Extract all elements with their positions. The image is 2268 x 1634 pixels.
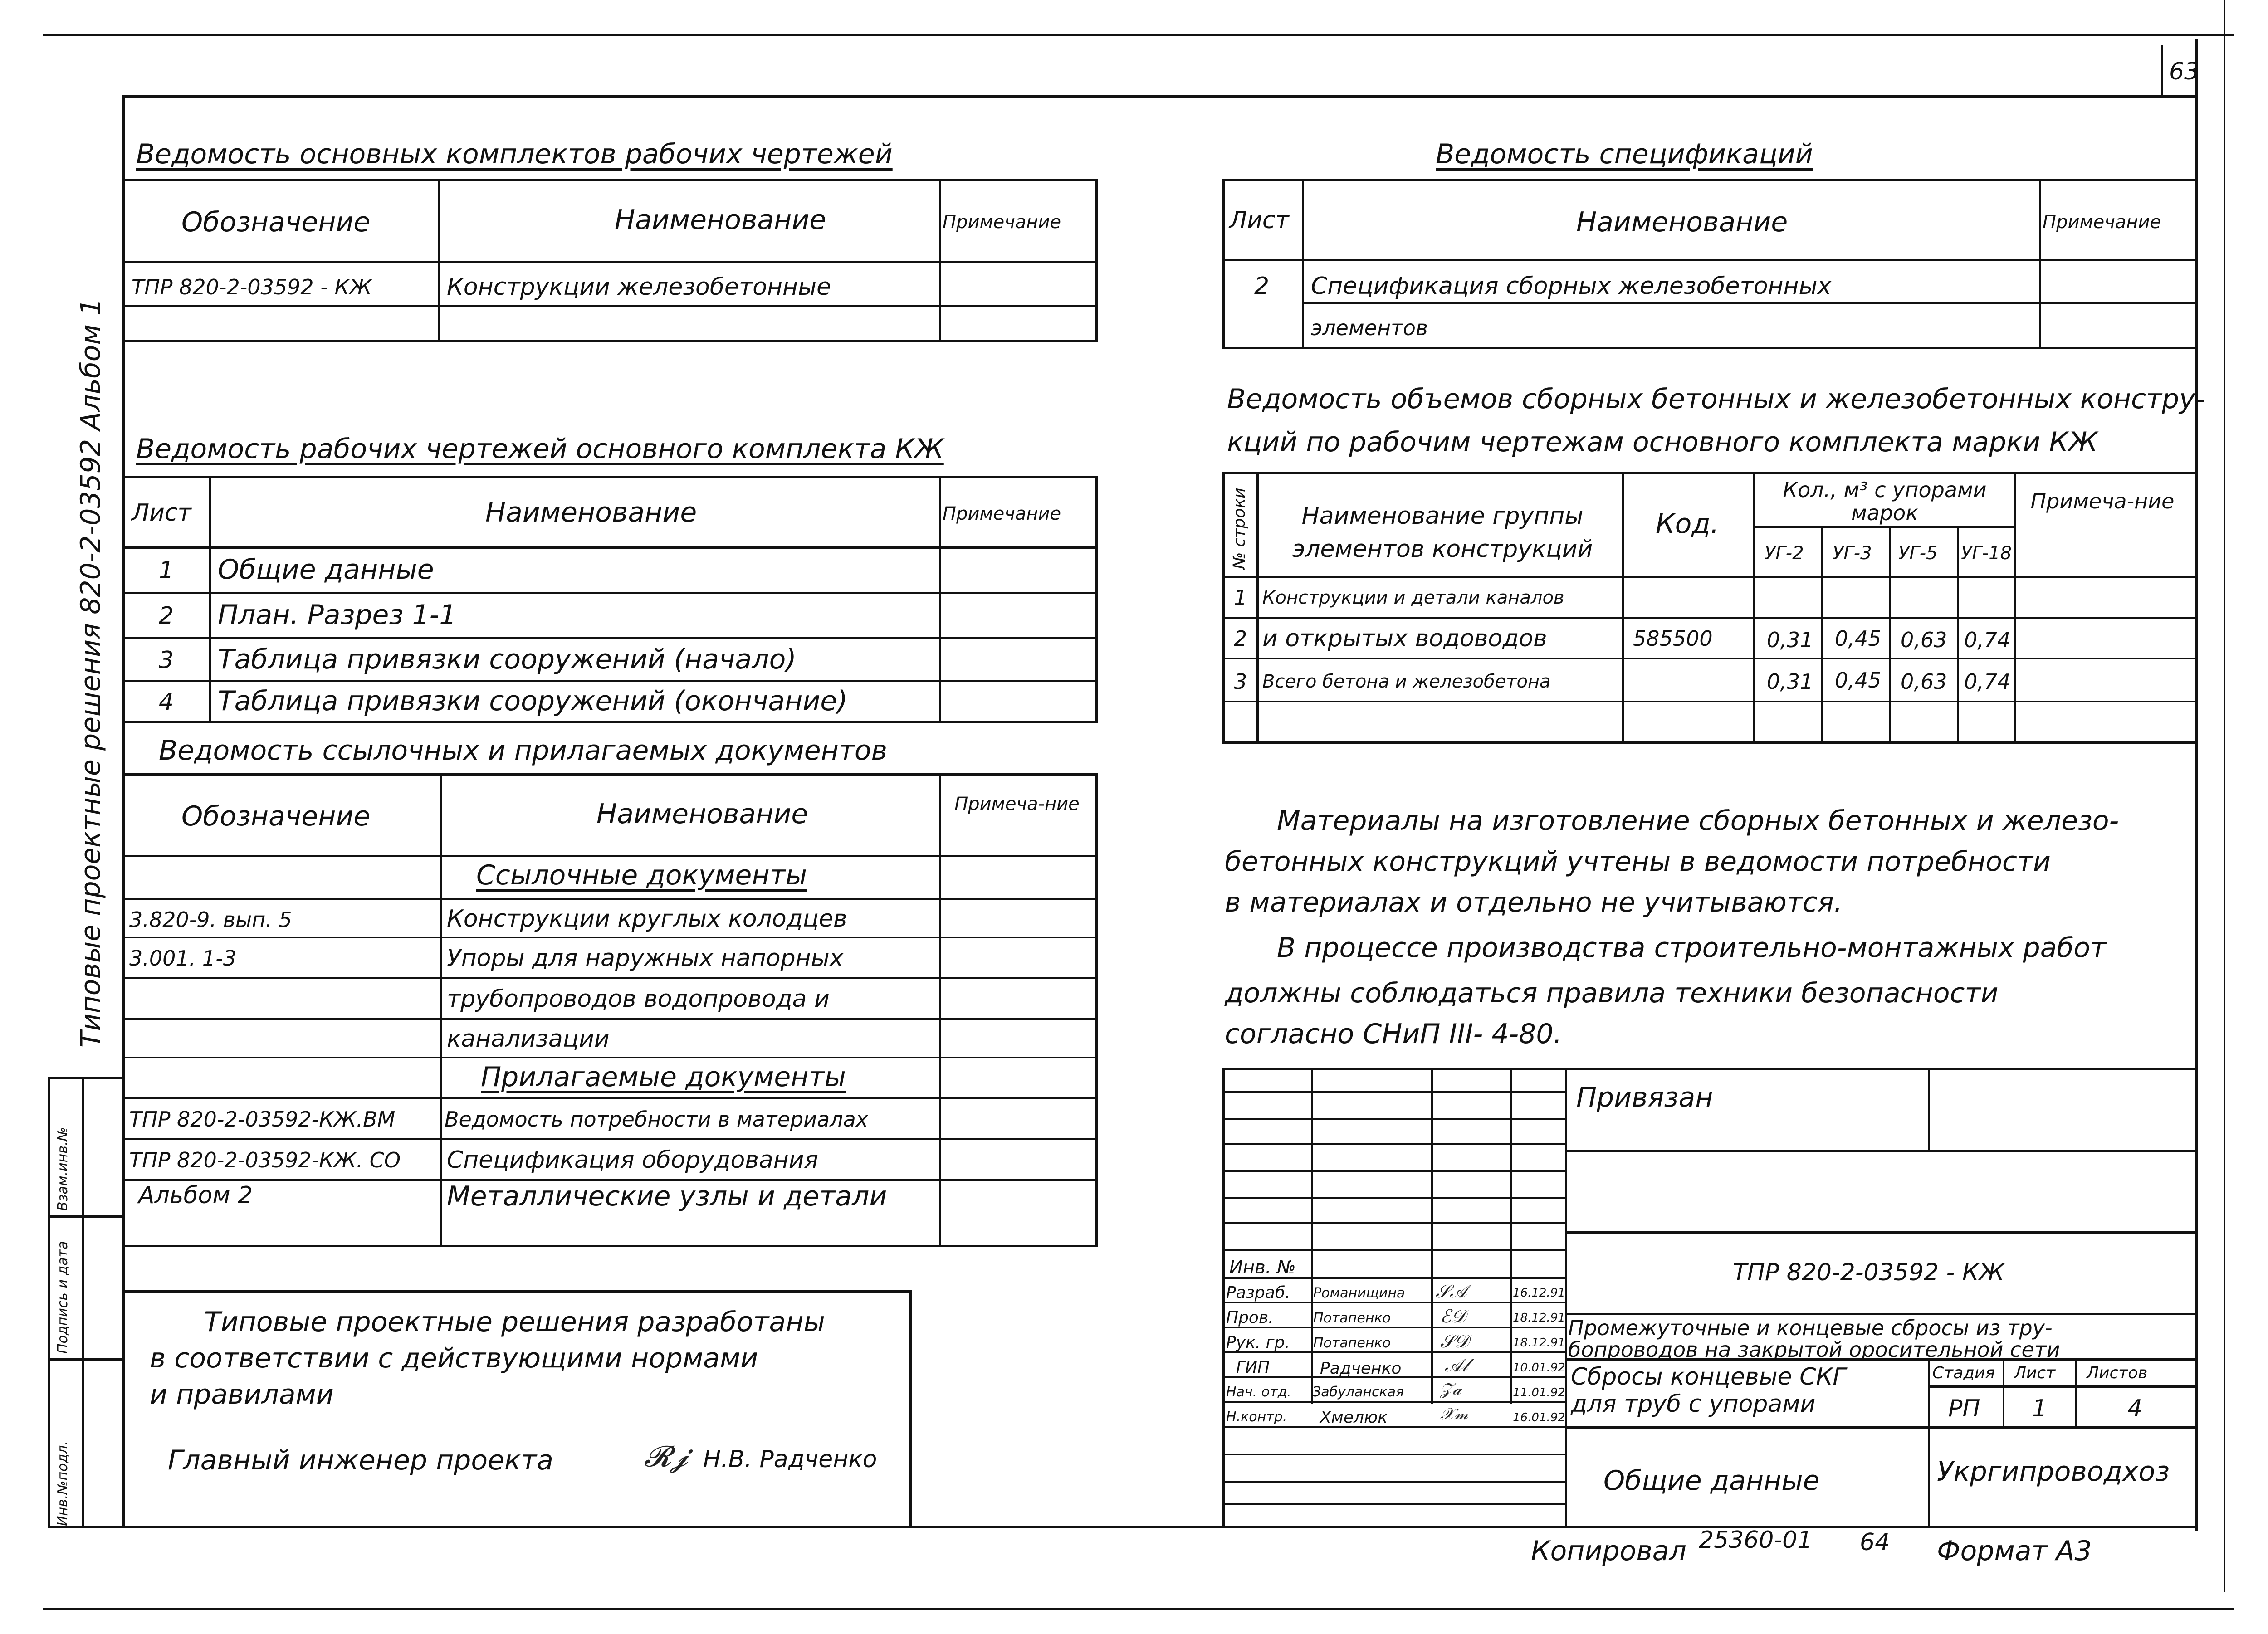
statement-line-1: Типовые проектные решения разработаны bbox=[204, 1306, 825, 1338]
chief-engineer-label: Главный инженер проекта bbox=[168, 1444, 553, 1476]
volumes-title-2: кций по рабочим чертежам основного комплекта марки КЖ bbox=[1227, 426, 2098, 458]
specs-row-1-n: 2 bbox=[1254, 273, 1270, 300]
kzh-row-2-n: 2 bbox=[159, 602, 174, 629]
basic-sets-h-name: Наименование bbox=[615, 204, 826, 236]
volumes-table bbox=[1222, 472, 2198, 744]
top-edge-line bbox=[43, 34, 2234, 36]
volumes-mark-4: УГ-18 bbox=[1961, 543, 2012, 564]
volumes-title-1: Ведомость объемов сборных бетонных и железобетонных констру- bbox=[1227, 383, 2205, 415]
kzh-row-4-name: Таблица привязки сооружений (окончание) bbox=[218, 685, 848, 717]
basic-sets-row-name: Конструкции железобетонные bbox=[447, 273, 831, 301]
volumes-mark-1: УГ-2 bbox=[1765, 543, 1804, 564]
tb-name-1: Романищина bbox=[1313, 1285, 1405, 1301]
tb-inv: Инв. № bbox=[1229, 1257, 1296, 1278]
kzh-h-sheet: Лист bbox=[132, 499, 191, 527]
footer-copied: Копировал bbox=[1531, 1535, 1686, 1567]
specs-h-note: Примечание bbox=[2043, 212, 2161, 233]
refdocs-table bbox=[122, 773, 1098, 1247]
specs-row-1-name-2: элементов bbox=[1311, 316, 1428, 340]
frame-top bbox=[122, 95, 2198, 98]
tb-sig-1: 𝒮𝒜 bbox=[1436, 1281, 1467, 1302]
chief-engineer-name: Н.В. Радченко bbox=[703, 1446, 877, 1473]
kzh-title: Ведомость рабочих чертежей основного комплекта КЖ bbox=[136, 433, 944, 465]
kzh-row-1-n: 1 bbox=[159, 557, 174, 584]
page-number: 63 bbox=[2169, 58, 2200, 85]
volumes-h-vol: Кол., м³ с упорами марок bbox=[1783, 478, 1987, 525]
tb-role-1: Разраб. bbox=[1226, 1283, 1290, 1302]
tb-stage: РП bbox=[1948, 1395, 1980, 1422]
volumes-row-2-v2: 0,45 bbox=[1835, 626, 1882, 651]
footer-format: Формат А3 bbox=[1937, 1535, 2092, 1567]
tb-sig-2: ℰ𝒟 bbox=[1440, 1306, 1466, 1327]
note-2-line-3: согласно СНиП III- 4-80. bbox=[1225, 1018, 1562, 1050]
refdocs-h-note: Примеча-ние bbox=[954, 794, 1080, 815]
chief-signature: 𝓡𝓳 bbox=[644, 1440, 689, 1473]
tb-name-2: Потапенко bbox=[1313, 1310, 1391, 1326]
kzh-row-3-name: Таблица привязки сооружений (начало) bbox=[218, 644, 797, 675]
tb-role-5: Нач. отд. bbox=[1226, 1384, 1291, 1400]
basic-sets-h-code: Обозначение bbox=[181, 206, 371, 238]
refdocs-section-att: Прилагаемые документы bbox=[481, 1061, 846, 1093]
outer-right-edge bbox=[2224, 0, 2225, 1592]
tb-stage-h: Стадия bbox=[1932, 1364, 1995, 1382]
specs-title: Ведомость спецификаций bbox=[1436, 138, 1813, 170]
footer-number: 25360-01 bbox=[1699, 1527, 1813, 1554]
tb-sig-4: 𝒜𝓁 bbox=[1445, 1355, 1468, 1376]
kzh-row-3-n: 3 bbox=[159, 647, 174, 674]
refdocs-att-1-name: Ведомость потребности в материалах bbox=[445, 1107, 868, 1132]
tb-date-2: 18.12.91 bbox=[1513, 1311, 1565, 1325]
volumes-h-note: Примеча-ние bbox=[2030, 489, 2175, 513]
refdocs-att-1-code: ТПР 820-2-03592-КЖ.ВМ bbox=[129, 1107, 396, 1132]
refdocs-ref-4-name: канализации bbox=[447, 1025, 610, 1053]
refdocs-ref-2-name: Упоры для наружных напорных bbox=[447, 945, 844, 972]
specs-h-name: Наименование bbox=[1576, 206, 1788, 238]
tb-name-4: Радченко bbox=[1320, 1359, 1402, 1378]
tb-org: Укргипроводхоз bbox=[1937, 1456, 2170, 1488]
note-1-line-1: Материалы на изготовление сборных бетонных и железо- bbox=[1277, 805, 2119, 837]
stamp-vzam-inv: Взам.инв.№ bbox=[55, 1127, 71, 1211]
tb-project-1: Промежуточные и концевые сбросы из тру- bbox=[1568, 1316, 2053, 1340]
kzh-row-1-name: Общие данные bbox=[218, 554, 434, 585]
tb-date-3: 18.12.91 bbox=[1513, 1336, 1565, 1350]
kzh-table bbox=[122, 476, 1098, 723]
statement-box bbox=[122, 1290, 912, 1528]
refdocs-att-3-name: Металлические узлы и детали bbox=[447, 1180, 887, 1212]
tb-sheet-title-1: Сбросы концевые СКГ bbox=[1571, 1363, 1846, 1390]
kzh-h-note: Примечание bbox=[943, 503, 1061, 524]
volumes-row-2-v1: 0,31 bbox=[1767, 628, 1813, 652]
kzh-h-name: Наименование bbox=[485, 497, 697, 528]
basic-sets-title: Ведомость основных комплектов рабочих чертежей bbox=[136, 138, 893, 170]
left-stamp-strip bbox=[48, 1077, 125, 1528]
basic-sets-table bbox=[122, 179, 1098, 342]
tb-date-6: 16.01.92 bbox=[1513, 1411, 1565, 1424]
title-block bbox=[1222, 1068, 2198, 1528]
stamp-sign-date: Подпись и дата bbox=[55, 1241, 71, 1354]
basic-sets-row-code: ТПР 820-2-03592 - КЖ bbox=[132, 275, 372, 299]
tb-role-2: Пров. bbox=[1226, 1308, 1274, 1327]
tb-sig-6: 𝒳𝓂 bbox=[1440, 1405, 1468, 1424]
refdocs-h-name: Наименование bbox=[596, 798, 808, 830]
basic-sets-h-note: Примечание bbox=[943, 212, 1061, 233]
tb-sheet-title-2: для труб с упорами bbox=[1571, 1390, 1816, 1418]
margin-title: Типовые проектные решения 820-2-03592 Альбом 1 bbox=[75, 298, 107, 1048]
volumes-h-row: № строки bbox=[1230, 488, 1249, 569]
statement-line-3: и правилами bbox=[150, 1379, 334, 1410]
tb-name-6: Хмелюк bbox=[1320, 1408, 1388, 1427]
volumes-h-group: Наименование группы элементов конструкций bbox=[1292, 502, 1593, 563]
note-2-line-1: В процессе производства строительно-монтажных работ bbox=[1277, 932, 2107, 964]
tb-date-4: 10.01.92 bbox=[1513, 1361, 1565, 1375]
volumes-mark-3: УГ-5 bbox=[1898, 543, 1938, 564]
volumes-row-3-v3: 0,63 bbox=[1901, 669, 1947, 694]
specs-row-1-name-1: Спецификация сборных железобетонных bbox=[1311, 273, 1832, 300]
bottom-edge-line bbox=[43, 1608, 2234, 1610]
refdocs-att-2-name: Спецификация оборудования bbox=[447, 1146, 818, 1174]
tb-role-4: ГИП bbox=[1236, 1358, 1270, 1377]
volumes-h-code: Код. bbox=[1656, 508, 1719, 540]
tb-date-1: 16.12.91 bbox=[1513, 1286, 1565, 1300]
tb-role-3: Рук. гр. bbox=[1226, 1333, 1290, 1352]
tb-name-3: Потапенко bbox=[1313, 1335, 1391, 1351]
volumes-row-2-v4: 0,74 bbox=[1964, 628, 2011, 652]
volumes-mark-2: УГ-3 bbox=[1833, 543, 1872, 564]
tb-sheet-h: Лист bbox=[2014, 1364, 2056, 1382]
tb-role-6: Н.контр. bbox=[1226, 1409, 1287, 1425]
tb-tied: Привязан bbox=[1576, 1082, 1713, 1113]
volumes-row-3-n: 3 bbox=[1234, 669, 1247, 694]
note-1-line-3: в материалах и отдельно не учитываются. bbox=[1225, 887, 1843, 918]
refdocs-ref-1-name: Конструкции круглых колодцев bbox=[447, 905, 847, 932]
refdocs-ref-1-code: 3.820-9. вып. 5 bbox=[129, 907, 292, 932]
volumes-row-2-n: 2 bbox=[1234, 626, 1247, 651]
tb-sheet: 1 bbox=[2032, 1395, 2048, 1422]
tb-sheets: 4 bbox=[2127, 1395, 2143, 1422]
volumes-row-3-v2: 0,45 bbox=[1835, 668, 1882, 693]
refdocs-ref-2-code: 3.001. 1-3 bbox=[129, 946, 237, 971]
specs-h-sheet: Лист bbox=[1229, 207, 1289, 234]
refdocs-att-3-code: Альбом 2 bbox=[138, 1182, 253, 1209]
refdocs-h-code: Обозначение bbox=[181, 800, 371, 832]
tb-date-5: 11.01.92 bbox=[1513, 1386, 1565, 1400]
statement-line-2: в соответствии с действующими нормами bbox=[150, 1342, 758, 1374]
stamp-inv-podl: Инв.№подл. bbox=[55, 1441, 71, 1526]
refdocs-section-ref: Ссылочные документы bbox=[476, 859, 807, 891]
tb-doc-name: Общие данные bbox=[1603, 1465, 1820, 1497]
tb-name-5: Забуланская bbox=[1312, 1384, 1404, 1400]
tb-sig-5: 𝒵𝒶 bbox=[1440, 1380, 1462, 1399]
footer-num2: 64 bbox=[1860, 1529, 1890, 1556]
volumes-row-1-n: 1 bbox=[1234, 585, 1247, 610]
volumes-row-3-v4: 0,74 bbox=[1964, 669, 2011, 694]
tb-designation: ТПР 820-2-03592 - КЖ bbox=[1733, 1259, 2004, 1286]
tb-sig-3: 𝒮𝒟 bbox=[1440, 1331, 1469, 1352]
volumes-row-3-v1: 0,31 bbox=[1767, 669, 1813, 694]
kzh-row-2-name: План. Разрез 1-1 bbox=[218, 599, 457, 631]
note-2-line-2: должны соблюдаться правила техники безопасности bbox=[1225, 977, 1999, 1009]
note-1-line-2: бетонных конструкций учтены в ведомости потребности bbox=[1225, 846, 2051, 878]
tb-project-2: бопроводов на закрытой оросительной сети bbox=[1568, 1337, 2060, 1362]
kzh-row-4-n: 4 bbox=[159, 688, 174, 716]
specs-table bbox=[1222, 179, 2198, 349]
refdocs-title: Ведомость ссылочных и прилагаемых документов bbox=[159, 735, 887, 766]
page-number-box-left bbox=[2161, 45, 2163, 95]
volumes-row-2-v3: 0,63 bbox=[1901, 628, 1947, 652]
refdocs-att-2-code: ТПР 820-2-03592-КЖ. СО bbox=[129, 1148, 401, 1172]
volumes-row-1-name: Конструкции и детали каналов bbox=[1262, 587, 1564, 608]
volumes-row-2-name: и открытых водоводов bbox=[1262, 625, 1547, 652]
volumes-row-3-name: Всего бетона и железобетона bbox=[1262, 671, 1551, 692]
volumes-row-2-code: 585500 bbox=[1633, 626, 1713, 651]
tb-sheets-h: Листов bbox=[2087, 1364, 2148, 1382]
refdocs-ref-3-name: трубопроводов водопровода и bbox=[447, 985, 830, 1013]
